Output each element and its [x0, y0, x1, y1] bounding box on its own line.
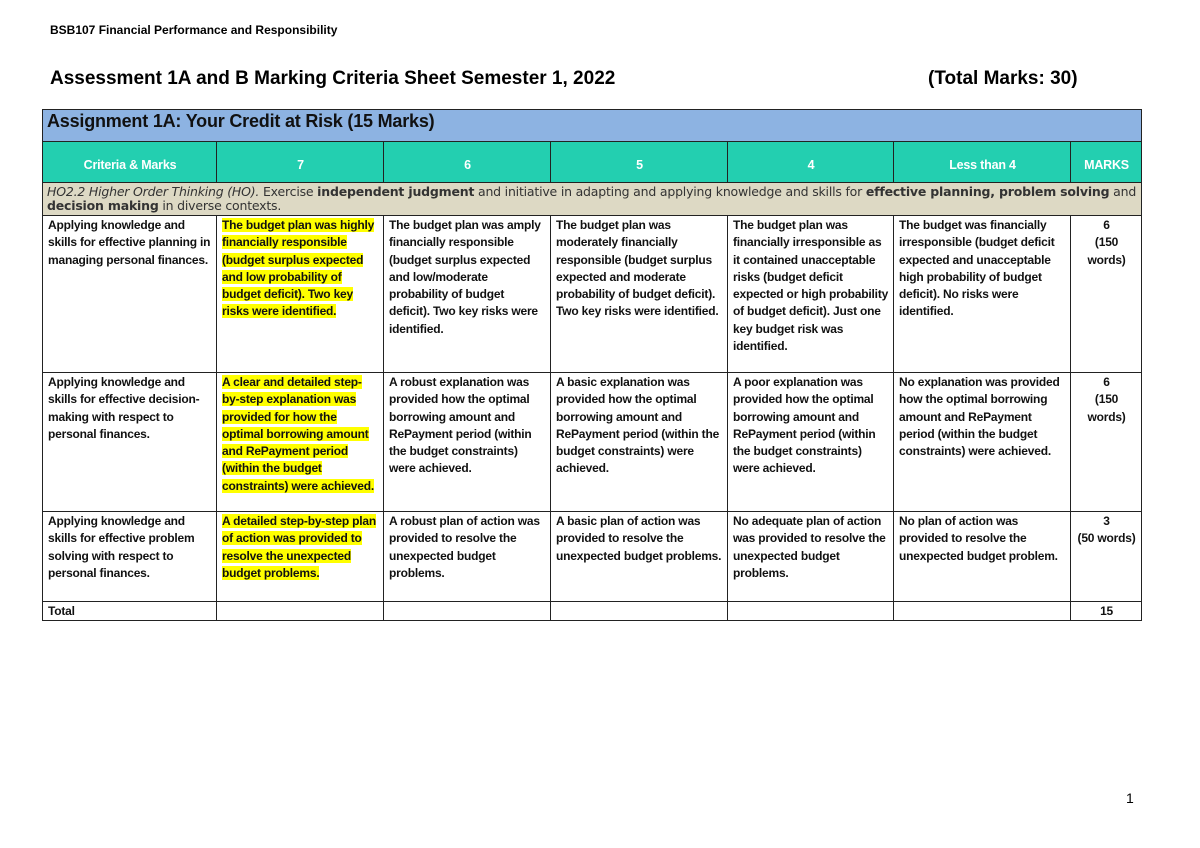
marks-value: 3 — [1103, 514, 1110, 528]
section-title: Assignment 1A: Your Credit at Risk (15 Marks) — [43, 110, 1142, 142]
highlighted-text: The budget plan was highly financially responsible (budget surplus expected and low probability of budget deficit). Two key risks were identified. — [222, 218, 375, 319]
highlighted-text: A detailed step-by-step plan of action was provided to resolve the unexpected budget problems. — [222, 514, 376, 580]
mark-4-cell: The budget plan was financially irresponsible as it contained unacceptable risks (budget deficit expected or high probability of budget deficit). Just one key budget risk was identified. — [728, 216, 894, 373]
marks-cell — [1071, 373, 1142, 512]
outcome-text: and initiative in adapting and applying knowledge and skills for — [474, 184, 866, 199]
mark-7-cell — [217, 512, 384, 602]
column-header: 7 — [217, 142, 384, 183]
table-row — [43, 216, 1142, 373]
outcome-keyword: decision making — [47, 198, 159, 213]
mark-4-cell: A poor explanation was provided how the optimal borrowing amount and RePayment period (within the budget constraints) were achieved. — [728, 373, 894, 512]
column-header: Criteria & Marks — [43, 142, 217, 183]
page-number: 1 — [1126, 790, 1134, 806]
mark-6-cell: A robust explanation was provided how the optimal borrowing amount and RePayment period (within the budget constraints) were achieved. — [384, 373, 551, 512]
outcome-text: and — [1109, 184, 1137, 199]
mark-6-cell: A robust plan of action was provided to resolve the unexpected budget problems. — [384, 512, 551, 602]
outcome-code: HO2.2 Higher Order Thinking (HO). — [47, 184, 260, 199]
marks-value: 6 — [1103, 218, 1110, 232]
criteria-cell: Applying knowledge and skills for effective decision-making with respect to personal finances. — [43, 373, 217, 512]
total-row — [43, 602, 1142, 621]
table-header-row — [43, 142, 1142, 183]
mark-7-cell — [217, 216, 384, 373]
empty-cell — [894, 602, 1071, 621]
marking-criteria-table — [42, 109, 1142, 621]
total-marks: (Total Marks: 30) — [928, 68, 1078, 89]
column-header: 6 — [384, 142, 551, 183]
empty-cell — [728, 602, 894, 621]
mark-4-cell: No adequate plan of action was provided to resolve the unexpected budget problems. — [728, 512, 894, 602]
word-limit: (50 words) — [1077, 531, 1136, 546]
mark-less-than-4-cell: The budget was financially irresponsible (budget deficit expected and unacceptable high probability of budget deficit). No risks were identified. — [894, 216, 1071, 373]
column-header: MARKS — [1071, 142, 1142, 183]
highlighted-text: A clear and detailed step-by-step explanation was provided for how the optimal borrowing amount and RePayment period (within the budget constraints) were achieved. — [222, 375, 374, 493]
outcome-keyword: independent judgment — [317, 184, 475, 199]
table-row — [43, 373, 1142, 512]
criteria-cell: Applying knowledge and skills for effective problem solving with respect to personal finances. — [43, 512, 217, 602]
mark-5-cell: A basic explanation was provided how the optimal borrowing amount and RePayment period (within the budget constraints) were achieved. — [551, 373, 728, 512]
empty-cell — [217, 602, 384, 621]
page-title: Assessment 1A and B Marking Criteria Sheet Semester 1, 2022 — [50, 68, 616, 89]
empty-cell — [551, 602, 728, 621]
mark-5-cell: A basic plan of action was provided to resolve the unexpected budget problems. — [551, 512, 728, 602]
mark-7-cell — [217, 373, 384, 512]
outcome-text: Exercise — [259, 184, 318, 199]
empty-cell — [384, 602, 551, 621]
mark-6-cell: The budget plan was amply financially responsible (budget surplus expected and low/moderate probability of budget deficit). Two key risks were identified. — [384, 216, 551, 373]
word-limit: (150 words) — [1087, 392, 1126, 424]
column-header: Less than 4 — [894, 142, 1071, 183]
column-header: 5 — [551, 142, 728, 183]
learning-outcome — [43, 183, 1142, 216]
outcome-keyword: effective planning, problem solving — [865, 184, 1110, 199]
column-header: 4 — [728, 142, 894, 183]
marks-cell — [1071, 216, 1142, 373]
outcome-text: in diverse contexts. — [158, 198, 282, 213]
mark-less-than-4-cell: No explanation was provided how the optimal borrowing amount and RePayment period (within the budget constraints) were achieved. — [894, 373, 1071, 512]
total-marks-value: 15 — [1071, 602, 1142, 621]
marks-cell — [1071, 512, 1142, 602]
criteria-cell: Applying knowledge and skills for effective planning in managing personal finances. — [43, 216, 217, 373]
mark-5-cell: The budget plan was moderately financially responsible (budget surplus expected and moderate probability of budget deficit). Two key risks were identified. — [551, 216, 728, 373]
word-limit: (150 words) — [1087, 235, 1126, 267]
document-header: BSB107 Financial Performance and Responsibility — [50, 23, 338, 37]
total-label: Total — [43, 602, 217, 621]
marks-value: 6 — [1103, 375, 1110, 389]
table-row — [43, 512, 1142, 602]
mark-less-than-4-cell: No plan of action was provided to resolve the unexpected budget problem. — [894, 512, 1071, 602]
